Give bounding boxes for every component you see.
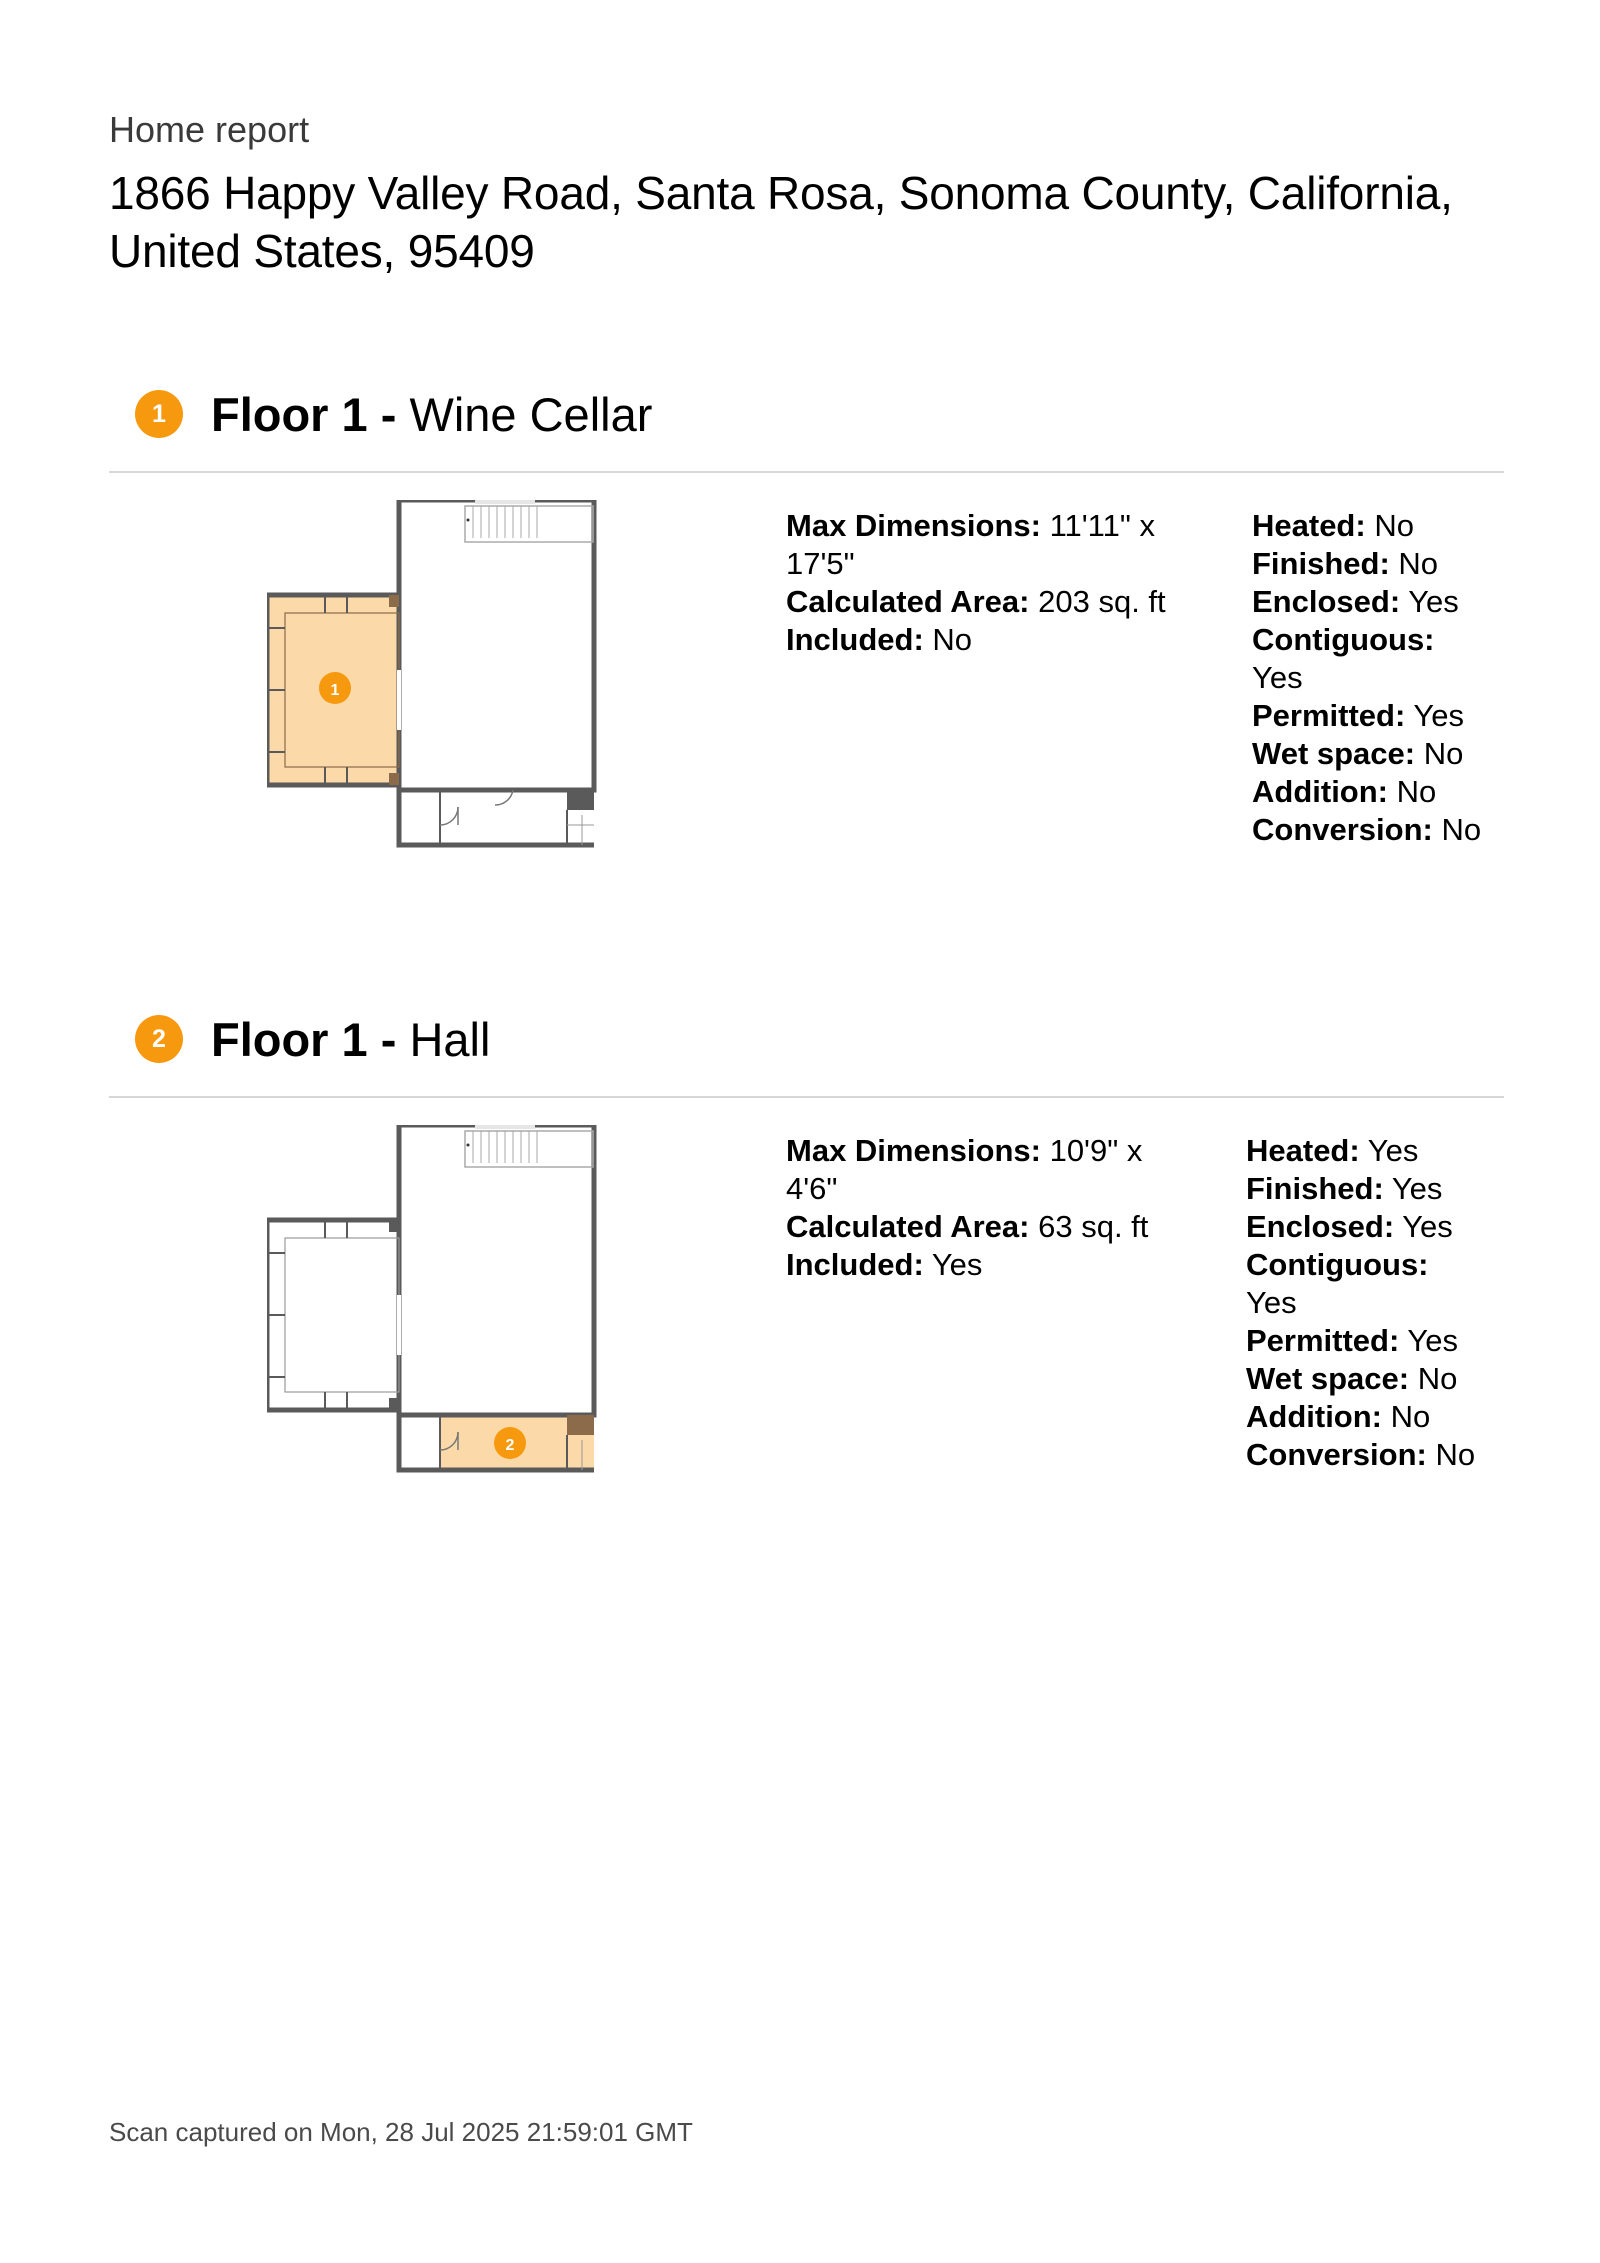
door-swing bbox=[440, 807, 458, 825]
feature-finished: Finished: No bbox=[1252, 546, 1439, 581]
section-divider bbox=[109, 471, 1504, 473]
detail-calculated-area: Calculated Area: 203 sq. ft bbox=[786, 584, 1166, 619]
room-section-hall bbox=[109, 995, 1504, 1472]
detail-max-dimensions: Max Dimensions: 10'9" x 4'6" bbox=[786, 1133, 1143, 1206]
stair-treads bbox=[473, 1131, 537, 1163]
scan-timestamp: Scan captured on Mon, 28 Jul 2025 21:59:01 GMT bbox=[109, 2117, 693, 2147]
room-features bbox=[1246, 1132, 1486, 1474]
utility-block bbox=[567, 790, 594, 810]
feature-contiguous: Contiguous: Yes bbox=[1246, 1247, 1429, 1320]
main-room-outline bbox=[399, 500, 594, 790]
marker-dot bbox=[467, 1144, 470, 1147]
section-header bbox=[109, 370, 1504, 460]
feature-wet-space: Wet space: No bbox=[1252, 736, 1464, 771]
room-marker-label: 1 bbox=[330, 682, 340, 699]
heading-separator: - bbox=[380, 388, 397, 441]
shelf-marks bbox=[267, 1220, 347, 1410]
utility-block bbox=[567, 1415, 594, 1435]
feature-finished: Finished: Yes bbox=[1246, 1171, 1443, 1206]
room-heading bbox=[211, 386, 652, 444]
floor-plan-wine-cellar bbox=[267, 500, 607, 865]
doorway-gap bbox=[397, 1295, 401, 1355]
detail-max-dimensions: Max Dimensions: 11'11" x 17'5" bbox=[786, 508, 1155, 581]
feature-permitted: Permitted: Yes bbox=[1252, 698, 1464, 733]
property-address: 1866 Happy Valley Road, Santa Rosa, Sonoma County, California, United States, 95409 bbox=[109, 167, 1453, 277]
heading-separator: - bbox=[380, 1013, 397, 1066]
feature-contiguous: Contiguous: Yes bbox=[1252, 622, 1435, 695]
corner-post bbox=[389, 1398, 399, 1410]
room-marker-label: 2 bbox=[505, 1437, 515, 1454]
section-header bbox=[109, 995, 1504, 1085]
corner-post bbox=[389, 595, 399, 607]
wine-cellar-outline bbox=[267, 1220, 399, 1410]
floor-label: Floor 1 bbox=[211, 1013, 368, 1066]
detail-included: Included: No bbox=[786, 622, 973, 657]
room-name: Wine Cellar bbox=[409, 388, 653, 441]
window bbox=[475, 500, 535, 504]
floor-plan-hall bbox=[267, 1125, 607, 1490]
room-features bbox=[1252, 507, 1492, 849]
feature-addition: Addition: No bbox=[1252, 774, 1437, 809]
room-name: Hall bbox=[409, 1013, 491, 1066]
report-eyebrow: Home report bbox=[109, 109, 310, 150]
room-details bbox=[786, 1132, 1186, 1284]
doorway-gap bbox=[397, 670, 401, 730]
room-details bbox=[786, 507, 1186, 659]
section-divider bbox=[109, 1096, 1504, 1098]
detail-included: Included: Yes bbox=[786, 1247, 983, 1282]
feature-enclosed: Enclosed: Yes bbox=[1252, 584, 1459, 619]
feature-wet-space: Wet space: No bbox=[1246, 1361, 1458, 1396]
room-number-badge: 1 bbox=[135, 390, 183, 438]
corner-post bbox=[389, 1220, 399, 1232]
stair-treads bbox=[473, 506, 537, 538]
feature-addition: Addition: No bbox=[1246, 1399, 1431, 1434]
feature-heated: Heated: Yes bbox=[1246, 1133, 1419, 1168]
room-heading bbox=[211, 1011, 490, 1069]
room-section-wine-cellar bbox=[109, 370, 1504, 847]
feature-heated: Heated: No bbox=[1252, 508, 1414, 543]
corner-post bbox=[389, 773, 399, 785]
feature-conversion: Conversion: No bbox=[1246, 1437, 1476, 1472]
detail-calculated-area: Calculated Area: 63 sq. ft bbox=[786, 1209, 1149, 1244]
feature-permitted: Permitted: Yes bbox=[1246, 1323, 1458, 1358]
inner-outline bbox=[285, 1238, 399, 1392]
feature-conversion: Conversion: No bbox=[1252, 812, 1482, 847]
feature-enclosed: Enclosed: Yes bbox=[1246, 1209, 1453, 1244]
lower-room-outline bbox=[399, 790, 594, 845]
main-room-outline bbox=[399, 1125, 594, 1415]
floor-label: Floor 1 bbox=[211, 388, 368, 441]
window bbox=[475, 1125, 535, 1129]
room-number-badge: 2 bbox=[135, 1015, 183, 1063]
marker-dot bbox=[467, 519, 470, 522]
